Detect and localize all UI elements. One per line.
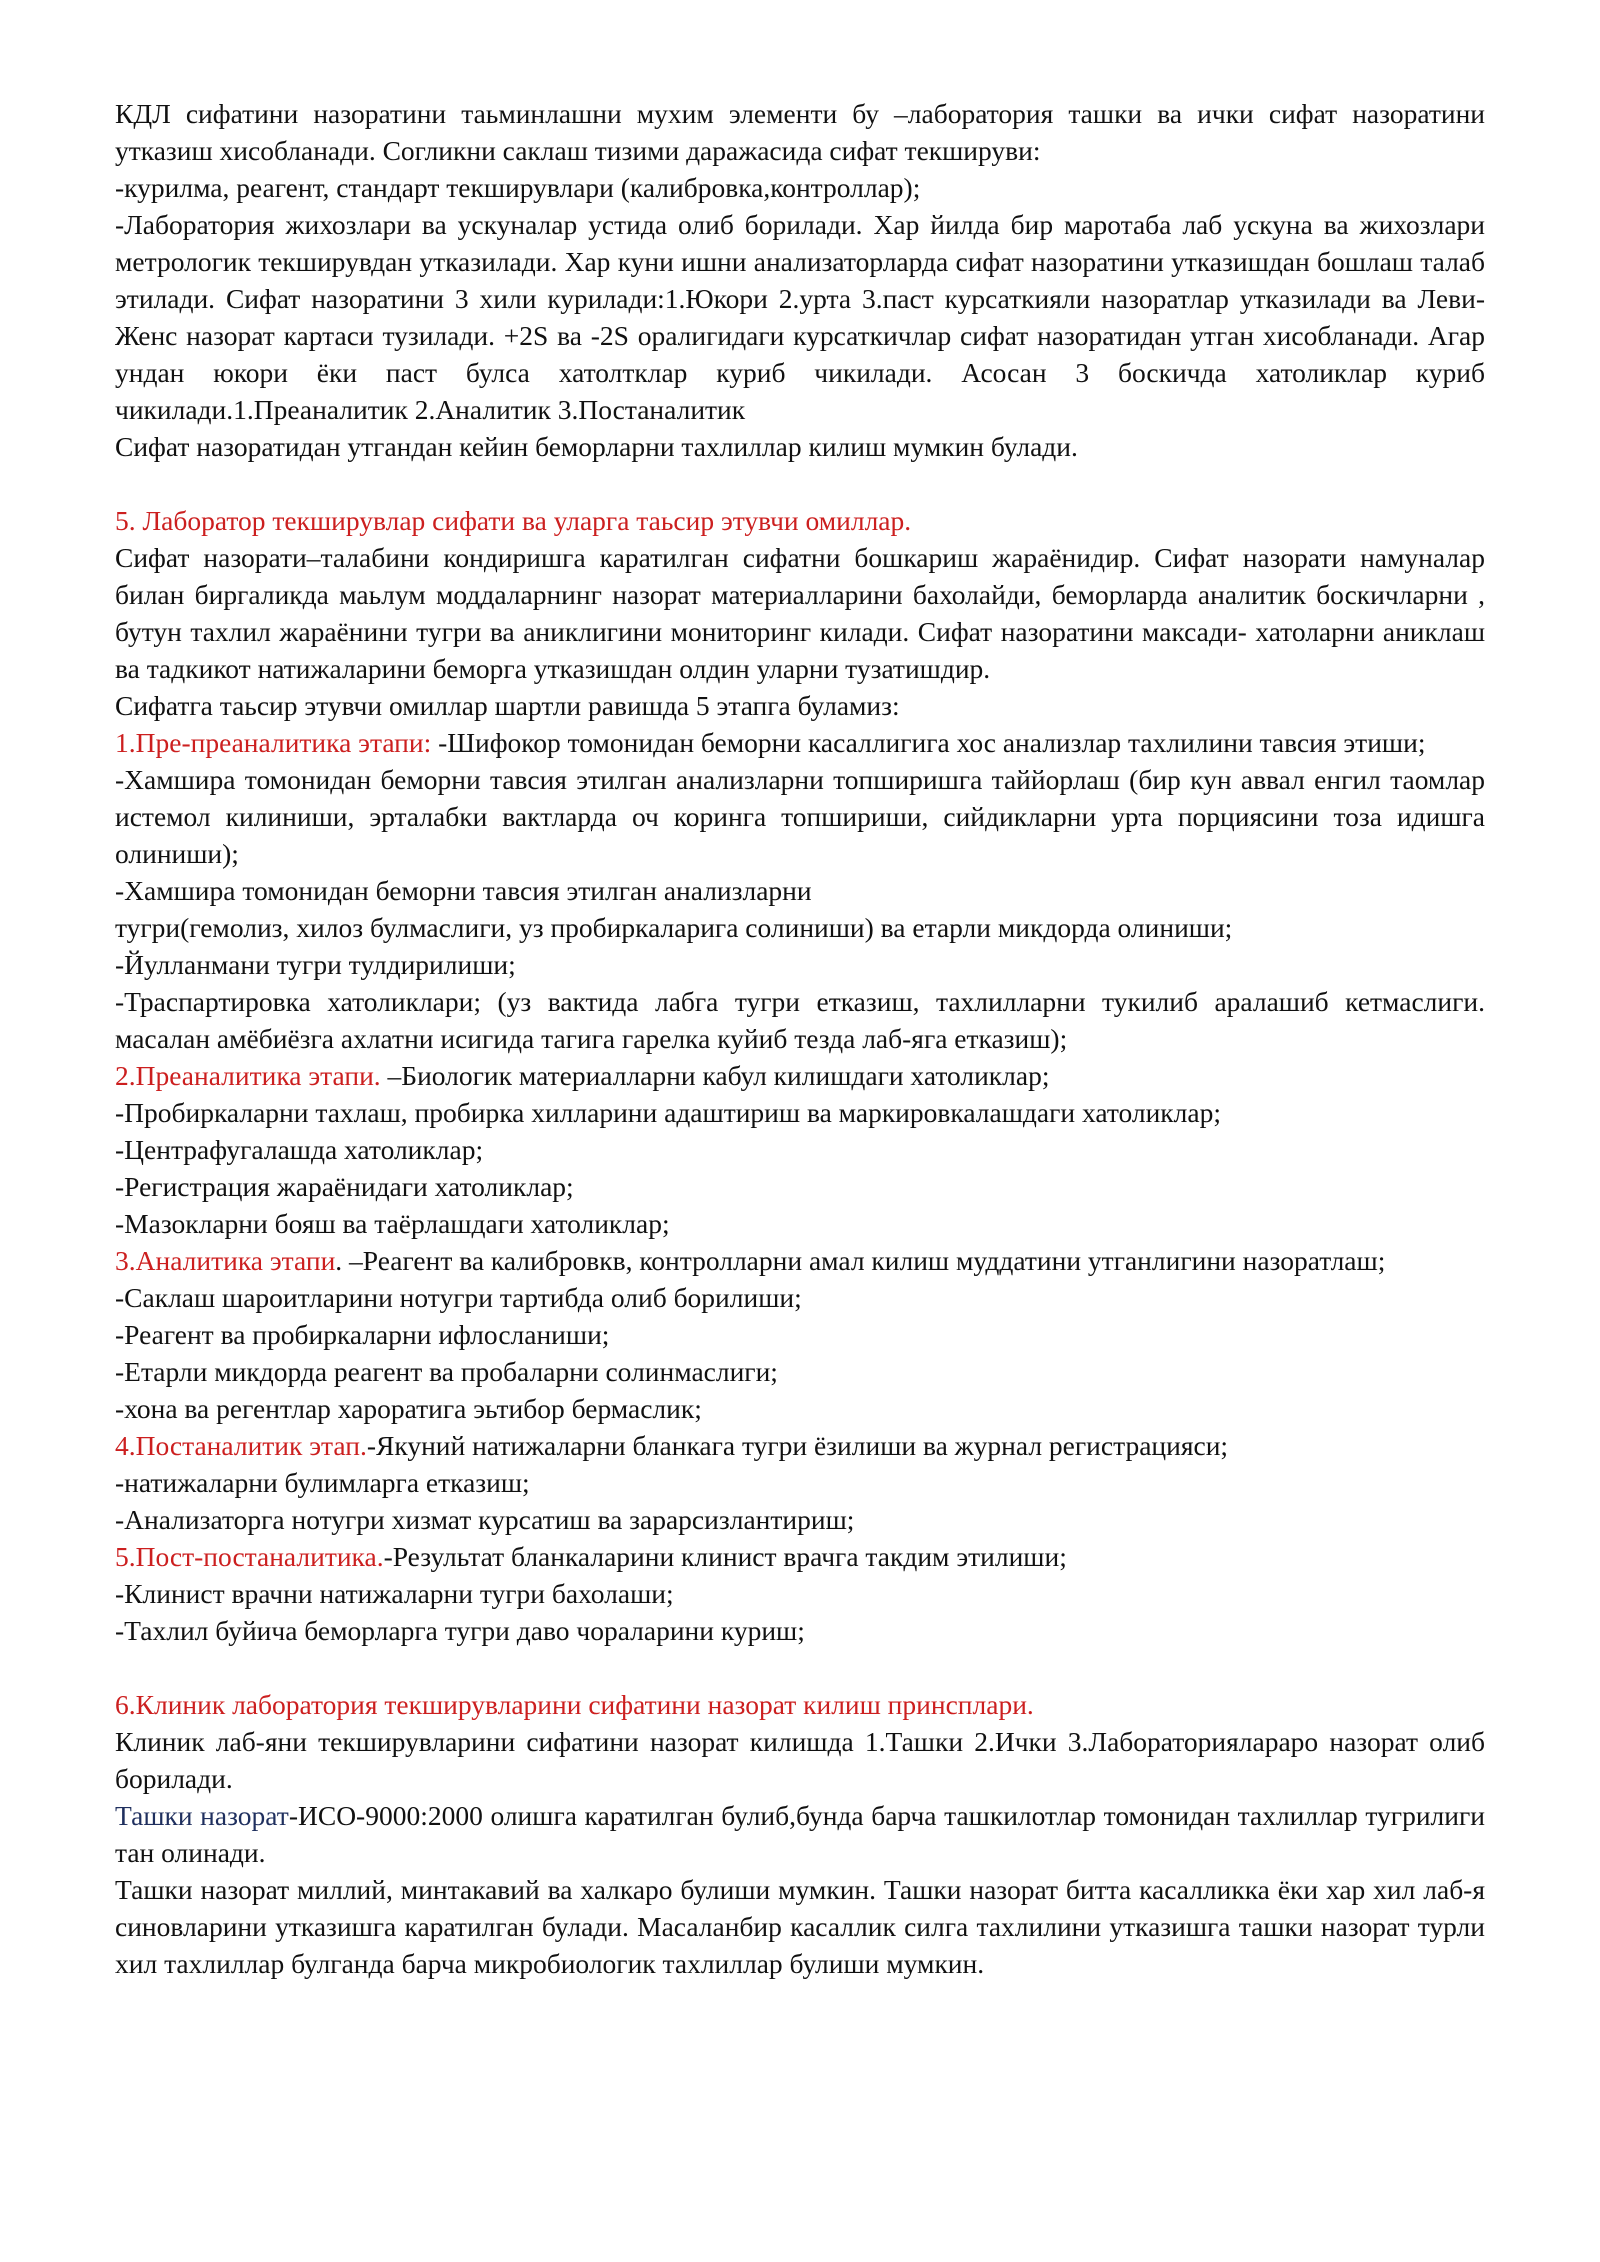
paragraph-text: Сифатга таьсир этувчи омиллар шартли равишда 5 этапга буламиз: <box>115 690 900 721</box>
paragraph-text: -Тахлил буйича беморларга тугри даво чораларини куриш; <box>115 1615 805 1646</box>
paragraph-text: -Траспартировка хатоликлари; (уз вактида лабга тугри етказиш, тахлилларни тукилиб аралашиб кетмаслиги. масалан амёбиёзга ахлатни исигида тагига гарелка куйиб тезда лаб-яга етказиш); <box>115 986 1485 1054</box>
body-paragraph <box>115 1353 1485 1390</box>
body-paragraph <box>115 687 1485 724</box>
stage-label: 3.Аналитика этапи <box>115 1245 336 1276</box>
body-paragraph <box>115 95 1485 169</box>
paragraph-text: . –Реагент ва калибровкв, контролларни амал килиш муддатини утганлигини назоратлаш; <box>335 1245 1386 1276</box>
paragraph-text: -Якуний натижаларни бланкага тугри ёзилиши ва журнал регистрацияси; <box>366 1430 1229 1461</box>
body-paragraph <box>115 1797 1485 1871</box>
section-heading: 5. Лаборатор текширувлар сифати ва уларга таьсир этувчи омиллар. <box>115 505 912 536</box>
body-paragraph <box>115 1242 1485 1279</box>
paragraph-text: тугри(гемолиз, хилоз булмаслиги, уз пробиркаларига солиниши) ва етарли микдорда олиниши; <box>115 912 1233 943</box>
paragraph-text: -ИСО-9000:2000 олишга каратилган булиб,бунда барча ташкилотлар томонидан тахлиллар тугрилиги тан олинади. <box>115 1800 1485 1868</box>
stage-label: 4.Постаналитик этап. <box>115 1430 367 1461</box>
stage-label: 1.Пре-преаналитика этапи: <box>115 727 432 758</box>
body-paragraph <box>115 1316 1485 1353</box>
body-paragraph <box>115 1464 1485 1501</box>
paragraph-text: Клиник лаб-яни текширувларини сифатини назорат килишда 1.Ташки 2.Ички 3.Лабораторияларaро назорат олиб борилади. <box>115 1726 1485 1794</box>
body-paragraph <box>115 1501 1485 1538</box>
body-paragraph <box>115 1279 1485 1316</box>
body-paragraph <box>115 1057 1485 1094</box>
body-paragraph <box>115 1723 1485 1797</box>
paragraph-text: -Результат бланкаларини клинист врачга такдим этилиши; <box>383 1541 1067 1572</box>
body-paragraph <box>115 761 1485 872</box>
blank-line <box>115 465 1485 502</box>
paragraph-text: –Биологик материалларни кабул килишдаги хатоликлар; <box>380 1060 1050 1091</box>
paragraph-text: -хона ва регентлар хароратига эьтибор бермаслик; <box>115 1393 702 1424</box>
body-paragraph <box>115 946 1485 983</box>
blank-line <box>115 1649 1485 1686</box>
body-paragraph <box>115 909 1485 946</box>
body-paragraph <box>115 1131 1485 1168</box>
body-paragraph <box>115 1168 1485 1205</box>
paragraph-text: -Реагент ва пробиркаларни ифлосланиши; <box>115 1319 610 1350</box>
body-paragraph <box>115 872 1485 909</box>
stage-label: Ташки назорат <box>115 1800 289 1831</box>
body-paragraph <box>115 1390 1485 1427</box>
paragraph-text: -Пробиркаларни тахлаш, пробирка хилларини адаштириш ва маркировкалашдаги хатоликлар; <box>115 1097 1221 1128</box>
body-paragraph <box>115 428 1485 465</box>
stage-label: 5.Пост-постаналитика. <box>115 1541 384 1572</box>
paragraph-text: -Шифокор томонидан беморни касаллигига хос анализлар тахлилини тавсия этиши; <box>431 727 1426 758</box>
paragraph-text: -натижаларни булимларга етказиш; <box>115 1467 530 1498</box>
paragraph-text: Сифат назорати–талабини кондиришга каратилган сифатни бошкариш жараёнидир. Сифат назорати намуналар билан биргаликда маьлум моддаларнинг назорат материалларини бахолайди, беморларда аналитик боскичларни , бутун тахлил жараёнини тугри ва аниклигини мониторинг килади. Сифат назоратини максади- хатоларни аниклаш ва тадкикот натижаларини беморга утказишдан олдин уларни тузатишдир. <box>115 542 1485 684</box>
body-paragraph <box>115 539 1485 687</box>
paragraph-text: -Мазокларни бояш ва таёрлашдаги хатоликлар; <box>115 1208 670 1239</box>
paragraph-text: -Анализаторга нотугри хизмат курсатиш ва зарарсизлантириш; <box>115 1504 855 1535</box>
paragraph-text: Ташки назорат миллий, минтакавий ва халкаро булиши мумкин. Ташки назорат битта касалликка ёки хар хил лаб-я синовларини утказишга каратилган булади. Масаланбир касаллик силга тахлилини утказишга ташки назорат турли хил тахлиллар булганда барча микробиологик тахлиллар булиши мумкин. <box>115 1874 1485 1979</box>
section-heading: 6.Клиник лаборатория текширувларини сифатини назорат килиш принсплари. <box>115 1689 1034 1720</box>
body-paragraph <box>115 983 1485 1057</box>
paragraph-text: Сифат назоратидан утгандан кейин беморларни тахлиллар килиш мумкин булади. <box>115 431 1078 462</box>
paragraph-text: -курилма, реагент, стандарт текширувлари (калибровка,контроллар); <box>115 172 921 203</box>
body-paragraph <box>115 1094 1485 1131</box>
paragraph-text: -Клинист врачни натижаларни тугри бахолаши; <box>115 1578 674 1609</box>
paragraph-text: -Хамшира томонидан беморни тавсия этилган анализларни <box>115 875 812 906</box>
body-paragraph <box>115 724 1485 761</box>
paragraph-text: -Етарли микдорда реагент ва пробаларни солинмаслиги; <box>115 1356 778 1387</box>
paragraph-text: -Лаборатория жихозлари ва ускуналар устида олиб борилади. Хар йилда бир маротаба лаб ускуна ва жихозлари метрологик текширувдан утказилади. Хар куни ишни анализаторларда сифат назоратини утказишдан бошлаш талаб этилади. Сифат назоратини 3 хили курилади:1.Юкори 2.урта 3.паст курсаткияли назоратлар утказилади ва Леви-Женс назорат картаси тузилади. +2S ва -2S оралигидаги курсаткичлар сифат назоратидан утган хисобланади. Агар ундан юкори ёки паст булса хатолтклар куриб чикилади. Асосан 3 боскичда хатоликлар куриб чикилади.1.Преаналитик 2.Аналитик 3.Постаналитик <box>115 209 1485 425</box>
stage-label: 2.Преаналитика этапи. <box>115 1060 381 1091</box>
paragraph-text: -Саклаш шароитларини нотугри тартибда олиб борилиши; <box>115 1282 802 1313</box>
paragraph-text: -Центрафугалашда хатоликлар; <box>115 1134 484 1165</box>
body-paragraph <box>115 1538 1485 1575</box>
body-paragraph <box>115 1612 1485 1649</box>
body-paragraph <box>115 1427 1485 1464</box>
document-page <box>115 95 1485 1982</box>
paragraph-text: -Регистрация жараёнидаги хатоликлар; <box>115 1171 574 1202</box>
paragraph-text: КДЛ сифатини назоратини таьминлашни мухим элементи бу –лаборатория ташки ва ички сифат назоратини утказиш хисобланади. Согликни саклаш тизими даражасида сифат текшируви: <box>115 98 1485 166</box>
body-paragraph <box>115 206 1485 428</box>
paragraph-text: -Хамшира томонидан беморни тавсия этилган анализларни топширишга таййорлаш (бир кун аввал енгил таомлар истемол килиниши, эрталабки вактларда оч корингa топшириши, сийдикларни урта порциясини тоза идишга олиниши); <box>115 764 1485 869</box>
body-paragraph <box>115 169 1485 206</box>
body-paragraph <box>115 1871 1485 1982</box>
paragraph-text: -Йулланмани тугри тулдирилиши; <box>115 949 516 980</box>
body-paragraph <box>115 1205 1485 1242</box>
body-paragraph <box>115 1575 1485 1612</box>
